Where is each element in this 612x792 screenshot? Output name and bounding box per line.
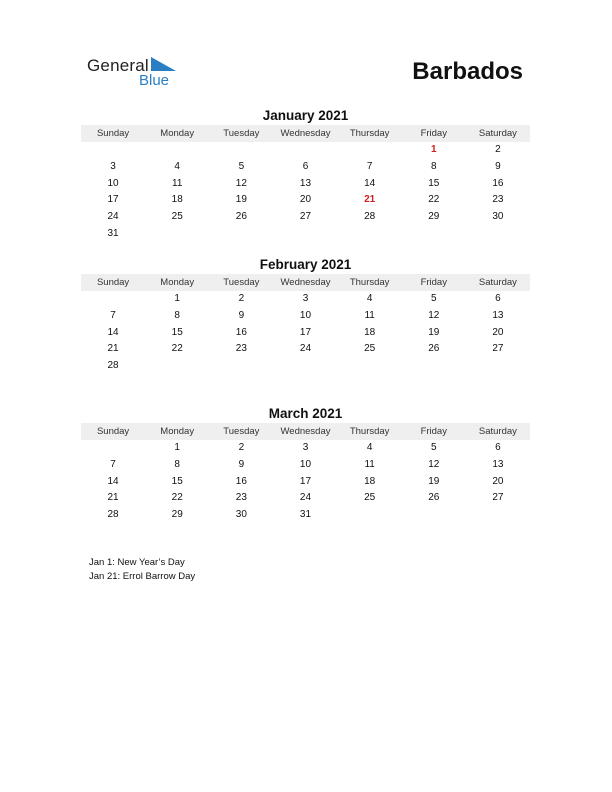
weekday-label: Tuesday — [223, 426, 260, 437]
day-cell: 2 — [238, 293, 245, 304]
day-cell: 8 — [430, 160, 437, 172]
day-cell — [338, 358, 402, 375]
day-cell: 19 — [235, 194, 247, 206]
day-cell: 12 — [235, 177, 247, 189]
day-cell: 5 — [430, 293, 437, 304]
weekday-label: Friday — [420, 426, 447, 437]
day-cell: 15 — [171, 326, 183, 338]
week-row — [81, 490, 530, 507]
weekday-label: Sunday — [96, 426, 130, 437]
day-cell: 25 — [171, 211, 183, 223]
day-cell: 27 — [299, 211, 312, 223]
day-cell: 9 — [238, 458, 245, 470]
weekday-label: Tuesday — [223, 277, 260, 288]
day-cell: 27 — [492, 492, 504, 504]
week-row — [81, 440, 530, 457]
day-cell: 9 — [238, 309, 245, 321]
holiday-note: Jan 21: Errol Barrow Day — [89, 571, 196, 582]
weekday-label: Monday — [160, 426, 195, 437]
week-row — [81, 507, 530, 524]
week-row — [81, 192, 530, 209]
holiday-day-cell: 21 — [364, 194, 376, 206]
day-cell: 7 — [366, 160, 373, 172]
day-cell: 21 — [107, 492, 119, 504]
day-cell: 24 — [107, 211, 119, 223]
day-cell: 1 — [174, 293, 180, 304]
day-cell: 5 — [238, 160, 245, 172]
week-row — [81, 474, 530, 491]
day-cell — [81, 440, 145, 457]
weekday-label: Sunday — [96, 277, 130, 288]
day-cell: 26 — [428, 343, 440, 355]
day-cell: 19 — [428, 475, 440, 487]
logo-triangle-icon — [151, 57, 176, 71]
day-cell: 13 — [299, 177, 312, 189]
day-cell: 20 — [492, 326, 504, 338]
logo-text-general: General — [87, 56, 149, 75]
day-cell: 16 — [235, 475, 247, 487]
month-title: January 2021 — [262, 108, 349, 123]
day-cell: 23 — [492, 194, 504, 206]
day-cell: 29 — [171, 509, 183, 521]
day-cell: 20 — [299, 194, 312, 206]
day-cell: 21 — [107, 343, 119, 355]
day-cell: 7 — [110, 458, 116, 470]
day-cell — [338, 142, 402, 159]
day-cell: 6 — [495, 442, 501, 453]
week-row — [81, 291, 530, 308]
week-row — [81, 226, 530, 243]
day-cell — [209, 358, 273, 375]
day-cell: 31 — [107, 227, 119, 239]
day-cell: 9 — [495, 160, 501, 172]
weekday-header-row — [81, 274, 530, 291]
day-cell: 28 — [364, 211, 376, 223]
day-cell: 18 — [171, 194, 183, 206]
holiday-notes — [89, 556, 195, 584]
weekday-header-row — [81, 423, 530, 440]
day-cell: 15 — [171, 475, 183, 487]
day-cell: 12 — [428, 309, 440, 321]
day-cell: 20 — [492, 475, 504, 487]
day-cell: 31 — [299, 509, 312, 521]
day-cell: 13 — [492, 309, 504, 321]
day-cell: 3 — [110, 160, 116, 172]
day-cell: 18 — [364, 326, 376, 338]
day-cell: 13 — [492, 458, 504, 470]
day-cell: 28 — [107, 360, 119, 372]
day-cell: 7 — [110, 309, 116, 321]
day-cell: 4 — [174, 160, 180, 172]
week-row — [81, 142, 530, 159]
day-cell — [145, 142, 209, 159]
month-title: February 2021 — [259, 257, 352, 272]
day-cell: 17 — [299, 475, 312, 487]
day-cell — [81, 291, 145, 308]
day-cell — [209, 142, 273, 159]
day-cell: 24 — [299, 492, 312, 504]
month-calendar-march — [81, 405, 530, 524]
day-cell: 25 — [364, 492, 376, 504]
day-cell: 26 — [235, 211, 247, 223]
weekday-label: Saturday — [478, 128, 517, 139]
weekday-label: Friday — [420, 128, 447, 139]
day-cell: 4 — [366, 293, 373, 304]
week-row — [81, 159, 530, 176]
day-cell: 17 — [299, 326, 312, 338]
weekday-label: Sunday — [96, 128, 130, 139]
week-row — [81, 308, 530, 325]
day-cell — [81, 142, 145, 159]
weekday-label: Saturday — [478, 426, 517, 437]
holiday-note: Jan 1: New Year’s Day — [89, 557, 185, 568]
day-cell: 4 — [366, 442, 373, 453]
day-cell — [402, 358, 466, 375]
day-cell: 25 — [364, 343, 376, 355]
day-cell: 11 — [364, 309, 375, 321]
day-cell: 3 — [302, 293, 309, 304]
day-cell: 29 — [428, 211, 440, 223]
day-cell: 11 — [172, 177, 183, 189]
day-cell: 22 — [171, 492, 183, 504]
day-cell — [402, 507, 466, 524]
day-cell: 6 — [302, 160, 309, 172]
day-cell: 12 — [428, 458, 440, 470]
day-cell: 23 — [235, 492, 247, 504]
week-row — [81, 325, 530, 342]
weekday-label: Thursday — [349, 277, 390, 288]
day-cell: 15 — [428, 177, 440, 189]
day-cell — [402, 226, 466, 243]
month-calendar-january — [81, 107, 530, 243]
day-cell — [273, 142, 337, 159]
week-row — [81, 176, 530, 193]
day-cell: 10 — [299, 309, 312, 321]
weekday-label: Friday — [420, 277, 447, 288]
day-cell: 24 — [299, 343, 312, 355]
day-cell: 8 — [174, 309, 180, 321]
day-cell: 23 — [235, 343, 247, 355]
day-cell: 8 — [174, 458, 180, 470]
day-cell: 17 — [107, 194, 119, 206]
week-row — [81, 457, 530, 474]
day-cell — [466, 507, 530, 524]
month-calendar-february — [81, 256, 530, 375]
weekday-label: Saturday — [478, 277, 517, 288]
day-cell: 14 — [364, 177, 376, 189]
day-cell: 16 — [492, 177, 504, 189]
weekday-label: Wednesday — [280, 128, 331, 139]
day-cell — [273, 226, 337, 243]
day-cell: 19 — [428, 326, 440, 338]
day-cell: 22 — [428, 194, 440, 206]
day-cell: 26 — [428, 492, 440, 504]
weekday-label: Tuesday — [223, 128, 260, 139]
day-cell: 11 — [364, 458, 375, 470]
weekday-header-row — [81, 125, 530, 142]
day-cell — [273, 358, 337, 375]
day-cell — [209, 226, 273, 243]
day-cell: 28 — [107, 509, 119, 521]
day-cell: 18 — [364, 475, 376, 487]
day-cell: 30 — [492, 211, 504, 223]
week-row — [81, 209, 530, 226]
day-cell — [338, 507, 402, 524]
day-cell — [145, 358, 209, 375]
week-row — [81, 358, 530, 375]
day-cell: 2 — [495, 144, 501, 155]
day-cell — [466, 226, 530, 243]
day-cell: 10 — [107, 177, 119, 189]
day-cell: 5 — [430, 442, 437, 453]
day-cell: 10 — [299, 458, 312, 470]
day-cell: 2 — [238, 442, 245, 453]
day-cell: 1 — [174, 442, 180, 453]
weekday-label: Wednesday — [280, 426, 331, 437]
day-cell — [466, 358, 530, 375]
day-cell: 27 — [492, 343, 504, 355]
generalblue-logo — [87, 56, 187, 92]
month-title: March 2021 — [268, 406, 343, 421]
day-cell: 3 — [302, 442, 309, 453]
day-cell — [338, 226, 402, 243]
weekday-label: Monday — [160, 277, 195, 288]
weekday-label: Thursday — [349, 426, 390, 437]
logo-text-blue: Blue — [139, 72, 170, 89]
day-cell: 22 — [171, 343, 183, 355]
holiday-day-cell: 1 — [430, 144, 437, 155]
country-title: Barbados — [412, 58, 523, 85]
day-cell: 16 — [235, 326, 247, 338]
day-cell: 6 — [495, 293, 501, 304]
day-cell: 14 — [107, 475, 119, 487]
week-row — [81, 341, 530, 358]
day-cell: 14 — [107, 326, 119, 338]
day-cell: 30 — [235, 509, 247, 521]
day-cell — [145, 226, 209, 243]
weekday-label: Thursday — [349, 128, 390, 139]
weekday-label: Monday — [160, 128, 195, 139]
weekday-label: Wednesday — [280, 277, 331, 288]
